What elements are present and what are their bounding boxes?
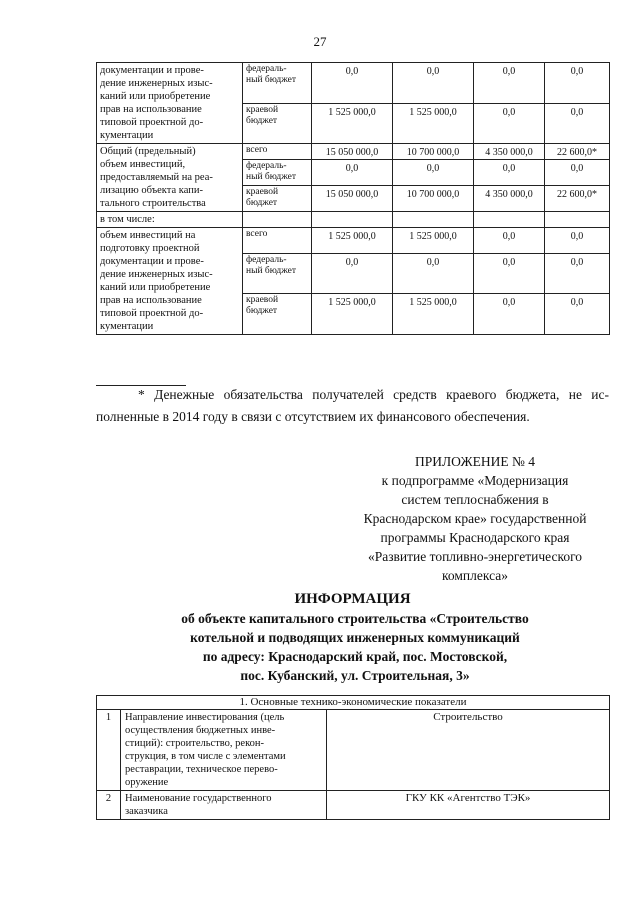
amount-cell: 1 525 000,0 [393, 228, 474, 254]
amount-cell: 1 525 000,0 [393, 294, 474, 335]
budget-source: всего [243, 144, 312, 160]
amount-cell: 22 600,0* [545, 186, 610, 212]
amount-cell: 0,0 [545, 63, 610, 104]
amount-cell [545, 212, 610, 228]
amount-cell: 0,0 [474, 253, 545, 294]
finance-table [96, 62, 610, 335]
amount-cell: 0,0 [545, 160, 610, 186]
amount-cell [312, 212, 393, 228]
appendix-line: комплекса» [442, 568, 508, 583]
indicator-name: Направление инвестирования (цель осуществления бюджетных инве- стиций): строительство, рекон- струкция, в том числе с элементами реставрации, техническое перево- оружение [121, 710, 327, 791]
amount-cell: 0,0 [545, 103, 610, 144]
table-row [97, 212, 610, 228]
row-description: Общий (предельный) объем инвестиций, предоставляемый на реа- лизацию объекта капи- тального строительства [97, 144, 243, 212]
amount-cell: 0,0 [312, 160, 393, 186]
row-description: в том числе: [97, 212, 243, 228]
table-row [97, 144, 610, 160]
amount-cell: 0,0 [393, 253, 474, 294]
tech-table [96, 695, 610, 820]
amount-cell: 0,0 [545, 228, 610, 254]
appendix-line: «Развитие топливно-энергетического [367, 549, 583, 564]
amount-cell: 1 525 000,0 [393, 103, 474, 144]
amount-cell: 22 600,0* [545, 144, 610, 160]
budget-source: краевой бюджет [243, 103, 312, 144]
budget-source: краевой бюджет [243, 186, 312, 212]
section-header: 1. Основные технико-экономические показатели [97, 696, 610, 710]
amount-cell: 0,0 [474, 294, 545, 335]
amount-cell: 1 525 000,0 [312, 294, 393, 335]
appendix-line: к подпрограмме «Модернизация [381, 473, 569, 488]
amount-cell: 1 525 000,0 [312, 228, 393, 254]
appendix-line: ПРИЛОЖЕНИЕ № 4 [414, 454, 536, 469]
amount-cell: 0,0 [545, 294, 610, 335]
indicator-name: Наименование государственного заказчика [121, 791, 327, 820]
amount-cell: 10 700 000,0 [393, 186, 474, 212]
table-row [97, 228, 610, 254]
amount-cell: 0,0 [393, 160, 474, 186]
subtitle-line: об объекте капитального строительства «Строительство [181, 611, 529, 626]
budget-source: федераль- ный бюджет [243, 63, 312, 104]
section-row [97, 696, 610, 710]
table-row [97, 63, 610, 104]
amount-cell: 15 050 000,0 [312, 144, 393, 160]
footnote: * Денежные обязательства получателей средств краевого бюджета, не ис-полненные в 2014 году в связи с отсутствием их финансового обеспечения. [96, 387, 609, 424]
budget-source: федераль- ный бюджет [243, 253, 312, 294]
table-row [97, 710, 610, 791]
amount-cell: 4 350 000,0 [474, 144, 545, 160]
appendix-line: Краснодарском крае» государственной [363, 511, 587, 526]
amount-cell: 10 700 000,0 [393, 144, 474, 160]
amount-cell: 1 525 000,0 [312, 103, 393, 144]
table-row [97, 791, 610, 820]
amount-cell: 0,0 [474, 63, 545, 104]
amount-cell: 4 350 000,0 [474, 186, 545, 212]
row-description: документации и прове- дение инженерных изыс- каний или приобретение прав на использование типовой проектной до- кументации [97, 63, 243, 144]
amount-cell: 0,0 [312, 253, 393, 294]
amount-cell: 0,0 [474, 160, 545, 186]
page-number: 27 [313, 34, 327, 49]
budget-source: краевой бюджет [243, 294, 312, 335]
appendix-line: программы Краснодарского края [380, 530, 570, 545]
amount-cell: 15 050 000,0 [312, 186, 393, 212]
row-number: 1 [97, 710, 121, 791]
amount-cell: 0,0 [545, 253, 610, 294]
amount-cell: 0,0 [474, 103, 545, 144]
appendix-line: систем теплоснабжения в [401, 492, 549, 507]
budget-source [243, 212, 312, 228]
indicator-value: Строительство [327, 710, 610, 791]
amount-cell: 0,0 [312, 63, 393, 104]
budget-source: всего [243, 228, 312, 254]
appendix-header [340, 452, 610, 585]
row-description: объем инвестиций на подготовку проектной документации и прове- дение инженерных изыс- каний или приобретение прав на использование типовой проектной до- кументации [97, 228, 243, 335]
subtitle-line: по адресу: Краснодарский край, пос. Мостовской, [202, 649, 508, 664]
amount-cell [393, 212, 474, 228]
indicator-value: ГКУ КК «Агентство ТЭК» [327, 791, 610, 820]
info-subtitle [110, 609, 600, 685]
subtitle-line: пос. Кубанский, ул. Строительная, 3» [240, 668, 470, 683]
subtitle-line: котельной и подводящих инженерных коммуникаций [190, 630, 520, 645]
row-number: 2 [97, 791, 121, 820]
info-title: ИНФОРМАЦИЯ [294, 591, 411, 607]
amount-cell: 0,0 [474, 228, 545, 254]
amount-cell [474, 212, 545, 228]
amount-cell: 0,0 [393, 63, 474, 104]
budget-source: федераль- ный бюджет [243, 160, 312, 186]
